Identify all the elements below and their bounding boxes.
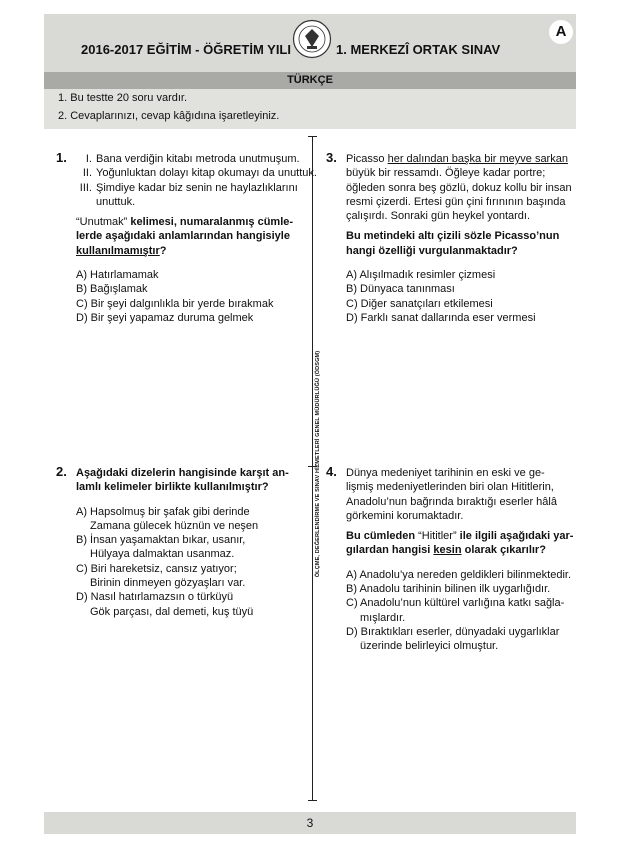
question-1 [76,152,317,325]
option-c[interactable]: C) Diğer sanatçıları etkilemesi [346,297,493,310]
option-b[interactable]: B) Dünyaca tanınması [346,283,455,296]
option-c[interactable]: C) Bir şeyi dalgınlıkla bir yerde bırakmak [76,297,274,310]
option-a[interactable]: A) Anadolu’ya nereden geldikleri bilinmektedir. [346,568,572,581]
option-c[interactable]: C) Biri hareketsiz, cansız yatıyor; Birinin dinmeyen gözyaşları var. [76,562,246,590]
question-3-stem: Bu metindeki altı çizili sözle Picasso’nun [346,230,560,243]
question-4-number: 4. [326,464,337,479]
stem-quote: “Hititler” [418,530,457,543]
option-d[interactable]: D) Farklı sanat dallarında eser vermesi [346,311,536,324]
option-c[interactable]: C) Anadolu’nun kültürel varlığına katkı sağla- mışlardır. [346,597,565,624]
subject-title: TÜRKÇE [44,72,576,89]
statement-3: Şimdiye kadar biz senin ne haylazlıklarını [96,181,298,194]
option-d[interactable]: D) Nasıl hatırlamazsın o türküyü Gök parçası, dal demeti, kuş tüyü [76,591,254,618]
underlined-phrase: her dalından başka bir meyve sarkan [387,153,568,165]
page-number: 3 [44,812,576,834]
underlined-keyword: kesin [433,544,462,557]
statement-3-cont: unuttuk. [96,195,136,208]
question-2 [76,466,306,619]
roman-numeral: III. [79,181,92,194]
option-b[interactable]: B) Bağışlamak [76,283,148,296]
instruction-2: 2. Cevaplarınızı, cevap kâğıdına işaretleyiniz. [58,110,280,122]
statement-2: Yoğunluktan dolayı kitap okumayı da unuttuk. [96,167,317,180]
question-4: Dünya medeniyet tarihinin en eski ve ge- lişmiş medeniyetlerinden biri olan Hititlerin, Anadolu’nun bağrında bıraktığı eserler hâlâ görkemini korumaktadır. Bu cümleden “Hititler” ile ilgili aşağıdaki yar- gılardan hangisi kesin olarak çıkarılır? A) Anadolu’ya nereden geldikleri bilinmektedir. B) Anadolu tarihinin bilinen ilk uygarlığıdır. C) Anadolu’nun kültürel varlığına katkı sağla- mışlardır. D) Bıraktıkları eserler, dünyadaki uygarlıklar üzerinde belirleyici olmuştur. [346,466,576,654]
question-1-stem: kelimesi, numaralanmış cümle- [127,216,294,229]
question-1-stem-line-2: lerde aşağıdaki anlamlarından hangisiyle [76,230,290,243]
option-a[interactable]: A) Hapsolmuş bir şafak gibi derinde Zamana gülecek hüznün ve neşen [76,505,259,532]
option-b[interactable]: B) Anadolu tarihinin bilinen ilk uygarlığıdır. [346,583,551,596]
option-a[interactable]: A) Hatırlamamak [76,269,159,282]
option-d[interactable]: D) Bir şeyi yapamaz duruma gelmek [76,311,254,324]
column-divider [312,136,313,800]
passage-line: öğleden sonra beş gözlü, dokuz kollu bir insan [346,181,572,194]
question-2-number: 2. [56,464,67,479]
exam-name-title: 1. MERKEZÎ ORTAK SINAV [336,42,501,57]
question-2-stem: Aşağıdaki dizelerin hangisinde karşıt an- [76,467,289,479]
option-d[interactable]: D) Bıraktıkları eserler, dünyadaki uygarlıklar üzerinde belirleyici olmuştur. [346,625,560,653]
divider-tick [308,800,317,801]
divider-tick [308,136,317,137]
question-3 [346,152,576,325]
passage-line: görkemini korumaktadır. [346,509,464,522]
underlined-keyword: kullanılmamıştır [76,244,160,257]
roman-numeral: II. [82,167,92,180]
question-1-number: 1. [56,150,67,165]
roman-numeral: I. [85,153,92,165]
option-a[interactable]: A) Alışılmadık resimler çizmesi [346,269,496,282]
exam-year-title: 2016-2017 EĞİTİM - ÖĞRETİM YILI [81,42,291,57]
passage-line: büyük bir ressamdı. Öğleye kadar portre; [346,167,546,180]
question-3-stem-line-2: hangi özelliği vurgulanmaktadır? [346,244,518,257]
booklet-type-badge: A [549,20,573,44]
question-mark: ? [159,244,167,257]
passage-line: çalışırdı. Sonraki gün heykel yontardı. [346,210,531,223]
passage-line: Anadolu’nun bağrında bıraktığı eserler hâlâ [346,495,557,508]
passage-text: Picasso [346,153,388,165]
passage-line: lişmiş medeniyetlerinden biri olan Hititlerin, [346,481,554,494]
question-2-stem-line-2: lamlı kelimeler birlikte kullanılmıştır? [76,481,269,494]
passage-line: Dünya medeniyet tarihinin en eski ve ge- [346,467,545,479]
instruction-1: 1. Bu testte 20 soru vardır. [58,92,188,104]
statement-1: Bana verdiğin kitabı metroda unutmuşum. [96,153,300,165]
stem-quote: “Unutmak” [76,216,128,229]
passage-line: resmi çizerdi. Ertesi gün çini fırınının başında [346,195,566,208]
ministry-logo-icon [292,19,332,59]
vertical-side-text: ÖLÇME, DEĞERLENDİRME VE SINAV HİZMETLERİ GENEL MÜDÜRLÜĞÜ (ÖDSGM) [315,350,321,578]
question-3-number: 3. [326,150,337,165]
option-b[interactable]: B) İnsan yaşamaktan bıkar, usanır, Hülyaya dalmaktan usanmaz. [76,534,246,561]
